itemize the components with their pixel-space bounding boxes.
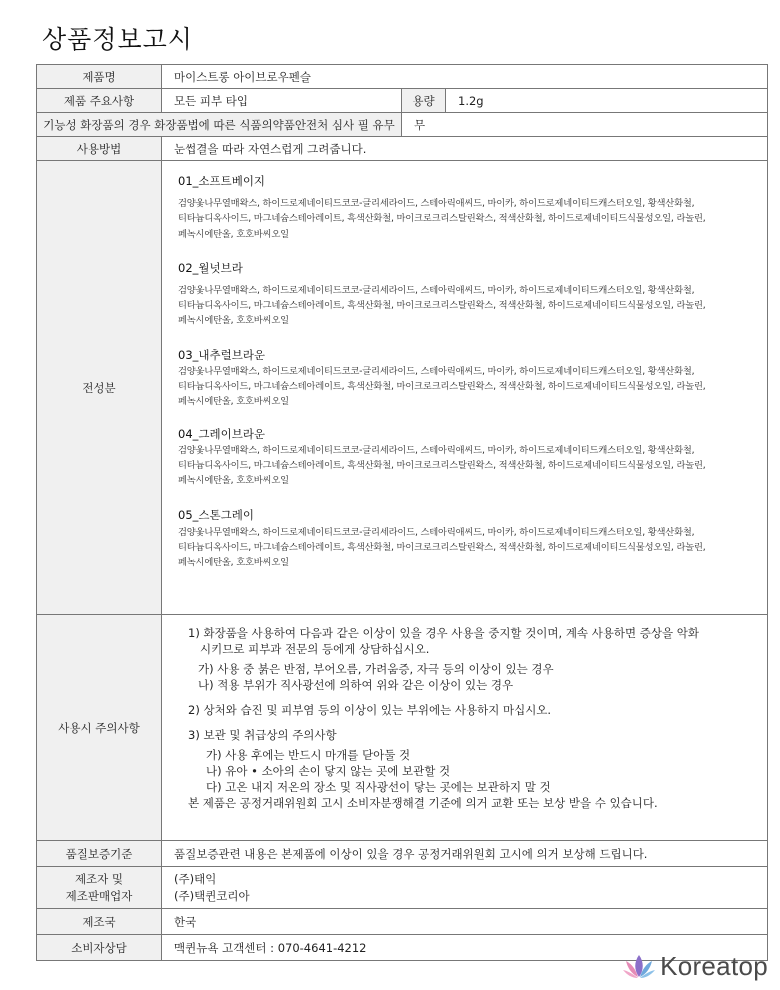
ingredient-block <box>178 507 755 571</box>
quality-label: 품질보증기준 <box>37 841 162 867</box>
caution-item-1-line-1: 1) 화장품을 사용하여 다음과 같은 이상이 있을 경우 사용을 중지할 것이며, 계속 사용하면 증상을 악화 <box>188 626 699 640</box>
row-country <box>37 909 768 935</box>
distributor-name: (주)택퀸코리아 <box>174 888 250 903</box>
row-ingredients <box>37 161 768 615</box>
ingredients-cell <box>162 161 768 615</box>
maker-label <box>37 867 162 909</box>
ingredients-label: 전성분 <box>37 161 162 615</box>
product-name-label: 제품명 <box>37 65 162 89</box>
ingredient-list-text: 검양옻나무열매왁스, 하이드로제네이티드코코-글리세라이드, 스테아릭애씨드, 마이카, 하이드로제네이티드캐스터오일, 황색산화철, 티타늄디옥사이드, 마그네슘스테아레이트, 흑색산화철, 마이크로크리스탈린왁스, 적색산화철, 하이드로제네이티드식물성오일, 라놀린, 페녹시에탄올, 호호바씨오일 <box>178 284 706 327</box>
caution-item-3-b: 나) 유아 • 소아의 손이 닿지 않는 곳에 보관할 것 <box>206 764 451 778</box>
caution-item-4: 본 제품은 공정거래위원회 고시 소비자분쟁해결 기준에 의거 교환 또는 보상 받을 수 있습니다. <box>188 796 658 810</box>
caution-item-1-a: 가) 사용 중 붉은 반점, 부어오름, 가려움증, 자극 등의 이상이 있는 경우 <box>198 662 554 676</box>
cautions-cell <box>162 615 768 841</box>
row-usage <box>37 137 768 161</box>
caution-item-1-line-2: 시키므로 피부과 전문의 등에게 상담하십시오. <box>200 642 430 656</box>
ingredient-shade-title: 04_그레이브라운 <box>178 426 266 441</box>
row-product-name <box>37 65 768 89</box>
row-specs <box>37 89 768 113</box>
caution-item-3: 3) 보관 및 취급상의 주의사항 <box>188 728 337 742</box>
ingredient-list-text: 검양옻나무열매왁스, 하이드로제네이티드코코-글리세라이드, 스테아릭애씨드, 마이카, 하이드로제네이티드캐스터오일, 황색산화철, 티타늄디옥사이드, 마그네슘스테아레이트, 흑색산화철, 마이크로크리스탈린왁스, 적색산화철, 하이드로제네이티드식물성오일, 라놀린, 페녹시에탄올, 호호바씨오일 <box>178 526 706 569</box>
row-functional-review <box>37 113 768 137</box>
maker-label-line-2: 제조판매업자 <box>65 888 133 903</box>
ingredient-list-text: 검양옻나무열매왁스, 하이드로제네이티드코코-글리세라이드, 스테아릭애씨드, 마이카, 하이드로제네이티드캐스터오일, 황색산화철, 티타늄디옥사이드, 마그네슘스테아레이트, 흑색산화철, 마이크로크리스탈린왁스, 적색산화철, 하이드로제네이티드식물성오일, 라놀린, 페녹시에탄올, 호호바씨오일 <box>178 198 706 240</box>
ingredient-shade-title: 03_내추럴브라운 <box>178 347 266 362</box>
manufacturer-name: (주)태익 <box>174 871 217 886</box>
maker-value <box>162 867 768 909</box>
country-label: 제조국 <box>37 909 162 935</box>
specs-label: 제품 주요사항 <box>37 89 162 113</box>
ingredient-list-text: 검양옻나무열매왁스, 하이드로제네이티드코코-글리세라이드, 스테아릭애씨드, 마이카, 하이드로제네이티드캐스터오일, 황색산화철, 티타늄디옥사이드, 마그네슘스테아레이트, 흑색산화철, 마이크로크리스탈린왁스, 적색산화철, 하이드로제네이티드식물성오일, 라놀린, 페녹시에탄올, 호호바씨오일 <box>178 365 706 408</box>
row-maker <box>37 867 768 909</box>
row-quality <box>37 841 768 867</box>
product-name-value: 마이스트롱 아이브로우펜슬 <box>162 65 768 89</box>
volume-value: 1.2g <box>446 89 768 113</box>
ingredient-shade-title: 02_월넛브라 <box>178 260 243 275</box>
ingredient-block <box>178 426 755 489</box>
ingredient-shade-title: 01_소프트베이지 <box>178 174 266 188</box>
page-title: 상품정보고시 <box>42 25 193 54</box>
functional-review-label: 기능성 화장품의 경우 화장품법에 따른 식품의약품안전처 심사 필 유무 <box>37 113 402 137</box>
maker-label-line-1: 제조자 및 <box>74 871 124 886</box>
caution-item-2: 2) 상처와 습진 및 피부염 등의 이상이 있는 부위에는 사용하지 마십시오. <box>188 703 552 717</box>
country-value: 한국 <box>162 909 768 935</box>
consumer-label: 소비자상담 <box>37 935 162 961</box>
quality-value: 품질보증관련 내용은 본제품에 이상이 있을 경우 공정거래위원회 고시에 의거 보상해 드립니다. <box>162 841 768 867</box>
ingredient-shade-title: 05_스톤그레이 <box>178 507 254 522</box>
product-info-table <box>36 64 768 961</box>
caution-item-1-b: 나) 적용 부위가 직사광선에 의하여 위와 같은 이상이 있는 경우 <box>198 678 514 692</box>
ingredient-block <box>178 173 755 242</box>
row-cautions <box>37 615 768 841</box>
consumer-value: 맥퀸뉴욕 고객센터 : 070-4641-4212 <box>162 935 768 961</box>
usage-value: 눈썹결을 따라 자연스럽게 그려줍니다. <box>162 137 768 161</box>
skin-type-value: 모든 피부 타입 <box>162 89 402 113</box>
ingredient-block <box>178 347 755 410</box>
usage-label: 사용방법 <box>37 137 162 161</box>
caution-item-3-a: 가) 사용 후에는 반드시 마개를 닫아둘 것 <box>206 748 411 762</box>
ingredient-block <box>178 260 755 329</box>
cautions-label: 사용시 주의사항 <box>37 615 162 841</box>
lotus-icon <box>622 953 656 981</box>
koreatop-logo <box>622 951 768 982</box>
ingredient-list-text: 검양옻나무열매왁스, 하이드로제네이티드코코-글리세라이드, 스테아릭애씨드, 마이카, 하이드로제네이티드캐스터오일, 황색산화철, 티타늄디옥사이드, 마그네슘스테아레이트, 흑색산화철, 마이크로크리스탈린왁스, 적색산화철, 하이드로제네이티드식물성오일, 라놀린, 페녹시에탄올, 호호바씨오일 <box>178 444 706 487</box>
caution-item-3-c: 다) 고온 내지 저온의 장소 및 직사광선이 닿는 곳에는 보관하지 말 것 <box>206 780 551 794</box>
volume-label: 용량 <box>402 89 446 113</box>
functional-review-value: 무 <box>402 113 768 137</box>
logo-text: Koreatop <box>660 951 768 981</box>
